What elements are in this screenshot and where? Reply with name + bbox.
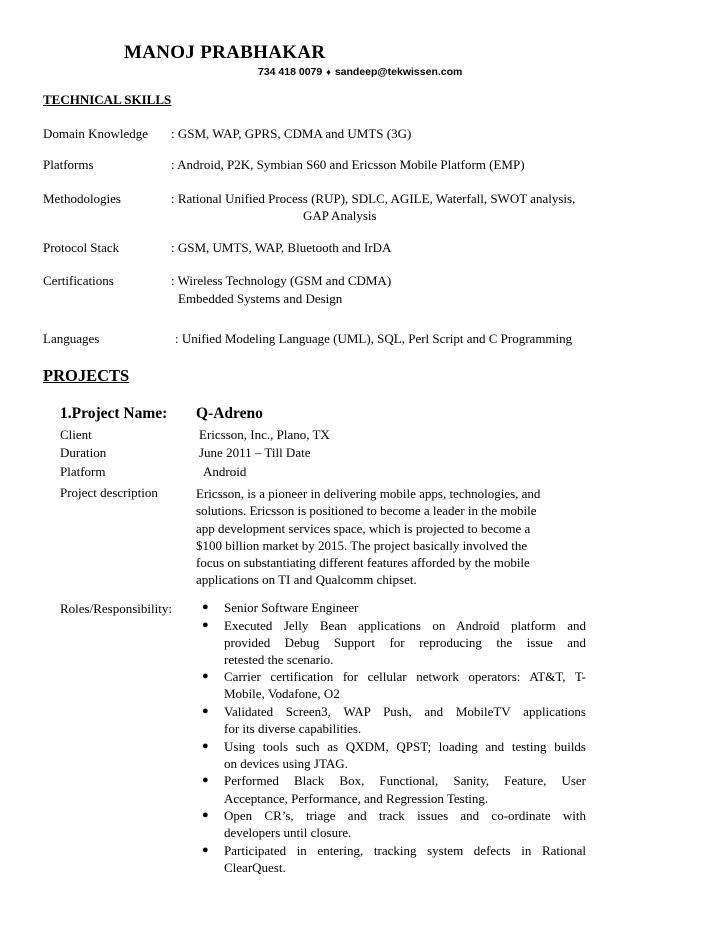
bullet-icon: ● (202, 670, 209, 683)
skill-value: : Rational Unified Process (RUP), SDLC, AGILE, Waterfall, SWOT analysis, (171, 191, 576, 206)
role-line: Senior Software Engineer (224, 600, 359, 615)
list-item (196, 703, 586, 737)
skill-row-certifications (43, 273, 683, 309)
role-line: Participated in entering, tracking system defects in Rational (224, 842, 586, 858)
roles-list (196, 599, 586, 877)
skill-value-continued: Embedded Systems and Design (178, 291, 343, 306)
description-line: focus on substantiating different features afforded by the mobile (196, 555, 530, 571)
role-line: retested the scenario. (224, 651, 334, 667)
project-name-label: 1.Project Name: (60, 405, 168, 422)
description-line: $100 billion market by 2015. The project basically involved the (196, 537, 528, 553)
bullet-icon: ● (202, 843, 209, 856)
role-line: Performed Black Box, Functional, Sanity, Feature, User (224, 773, 586, 789)
list-item (196, 772, 586, 806)
skill-row-methodologies (43, 191, 683, 227)
platform-label: Platform (60, 464, 106, 479)
description-line: app development services space, which is projected to become a (196, 520, 531, 536)
bullet-icon: ● (202, 774, 209, 787)
skill-value: : GSM, UMTS, WAP, Bluetooth and IrDA (171, 240, 392, 255)
description-line: solutions. Ericsson is positioned to become a leader in the mobile (196, 503, 537, 519)
candidate-name: MANOJ PRABHAKAR (124, 42, 326, 63)
role-line: developers until closure. (224, 825, 352, 841)
phone-number: 734 418 0079 (258, 66, 323, 78)
role-line: provided Debug Support for reproducing the issue and (224, 634, 586, 650)
project-description (196, 485, 588, 589)
project-name: Q-Adreno (196, 405, 263, 422)
contact-line (258, 66, 462, 78)
skill-label: Languages (43, 331, 100, 346)
skill-value-continued: GAP Analysis (303, 208, 377, 223)
client-label: Client (60, 427, 92, 442)
role-line: Acceptance, Performance, and Regression Testing. (224, 790, 489, 806)
email-address[interactable]: sandeep@tekwissen.com (334, 66, 463, 78)
project-description-label: Project description (60, 485, 158, 500)
list-item (196, 842, 586, 876)
role-line: Executed Jelly Bean applications on Android platform and (224, 617, 586, 633)
skill-value: : Unified Modeling Language (UML), SQL, Perl Script and C Programming (175, 331, 573, 346)
skill-label: Methodologies (43, 191, 121, 206)
bullet-icon: ● (202, 618, 209, 631)
bullet-icon: ● (202, 705, 209, 718)
skill-value: : Wireless Technology (GSM and CDMA) (171, 273, 392, 288)
skill-row-protocol-stack (43, 240, 683, 258)
description-line: applications on TI and Qualcomm chipset. (196, 572, 417, 588)
projects-heading: PROJECTS (43, 366, 130, 385)
role-line: Open CR’s, triage and track issues and co-ordinate with (224, 808, 586, 824)
role-line: ClearQuest. (224, 859, 286, 875)
diamond-separator-icon: ♦ (326, 67, 331, 77)
role-line: Carrier certification for cellular network operators: AT&T, T- (224, 669, 586, 685)
skill-label: Platforms (43, 157, 94, 172)
bullet-icon: ● (202, 601, 209, 613)
skill-row-languages (43, 331, 683, 349)
roles-label: Roles/Responsibility: (60, 601, 172, 616)
list-item (196, 668, 586, 702)
list-item (196, 738, 586, 772)
technical-skills-heading: TECHNICAL SKILLS (43, 92, 172, 107)
role-line: for its diverse capabilities. (224, 721, 362, 737)
bullet-icon: ● (202, 809, 209, 822)
skill-label: Protocol Stack (43, 240, 120, 255)
description-line: Ericsson, is a pioneer in delivering mobile apps, technologies, and (196, 486, 541, 501)
skill-row-platforms (43, 157, 683, 175)
skill-value: : Android, P2K, Symbian S60 and Ericsson Mobile Platform (EMP) (171, 157, 525, 172)
skill-row-domain (43, 126, 683, 144)
skill-label: Domain Knowledge (43, 126, 149, 141)
bullet-icon: ● (202, 739, 209, 752)
skill-label: Certifications (43, 273, 114, 288)
platform-value: Android (203, 464, 247, 479)
duration-value: June 2011 – Till Date (199, 445, 311, 460)
list-item (196, 599, 586, 616)
role-line: Using tools such as QXDM, QPST; loading and testing builds (224, 738, 586, 754)
client-value: Ericsson, Inc., Plano, TX (199, 427, 330, 442)
role-line: on devices using JTAG. (224, 755, 348, 771)
role-line: Mobile, Vodafone, O2 (224, 686, 340, 702)
list-item (196, 617, 586, 668)
role-line: Validated Screen3, WAP Push, and MobileTV applications (224, 704, 586, 720)
skill-value: : GSM, WAP, GPRS, CDMA and UMTS (3G) (171, 126, 412, 141)
list-item (196, 807, 586, 841)
duration-label: Duration (60, 445, 107, 460)
